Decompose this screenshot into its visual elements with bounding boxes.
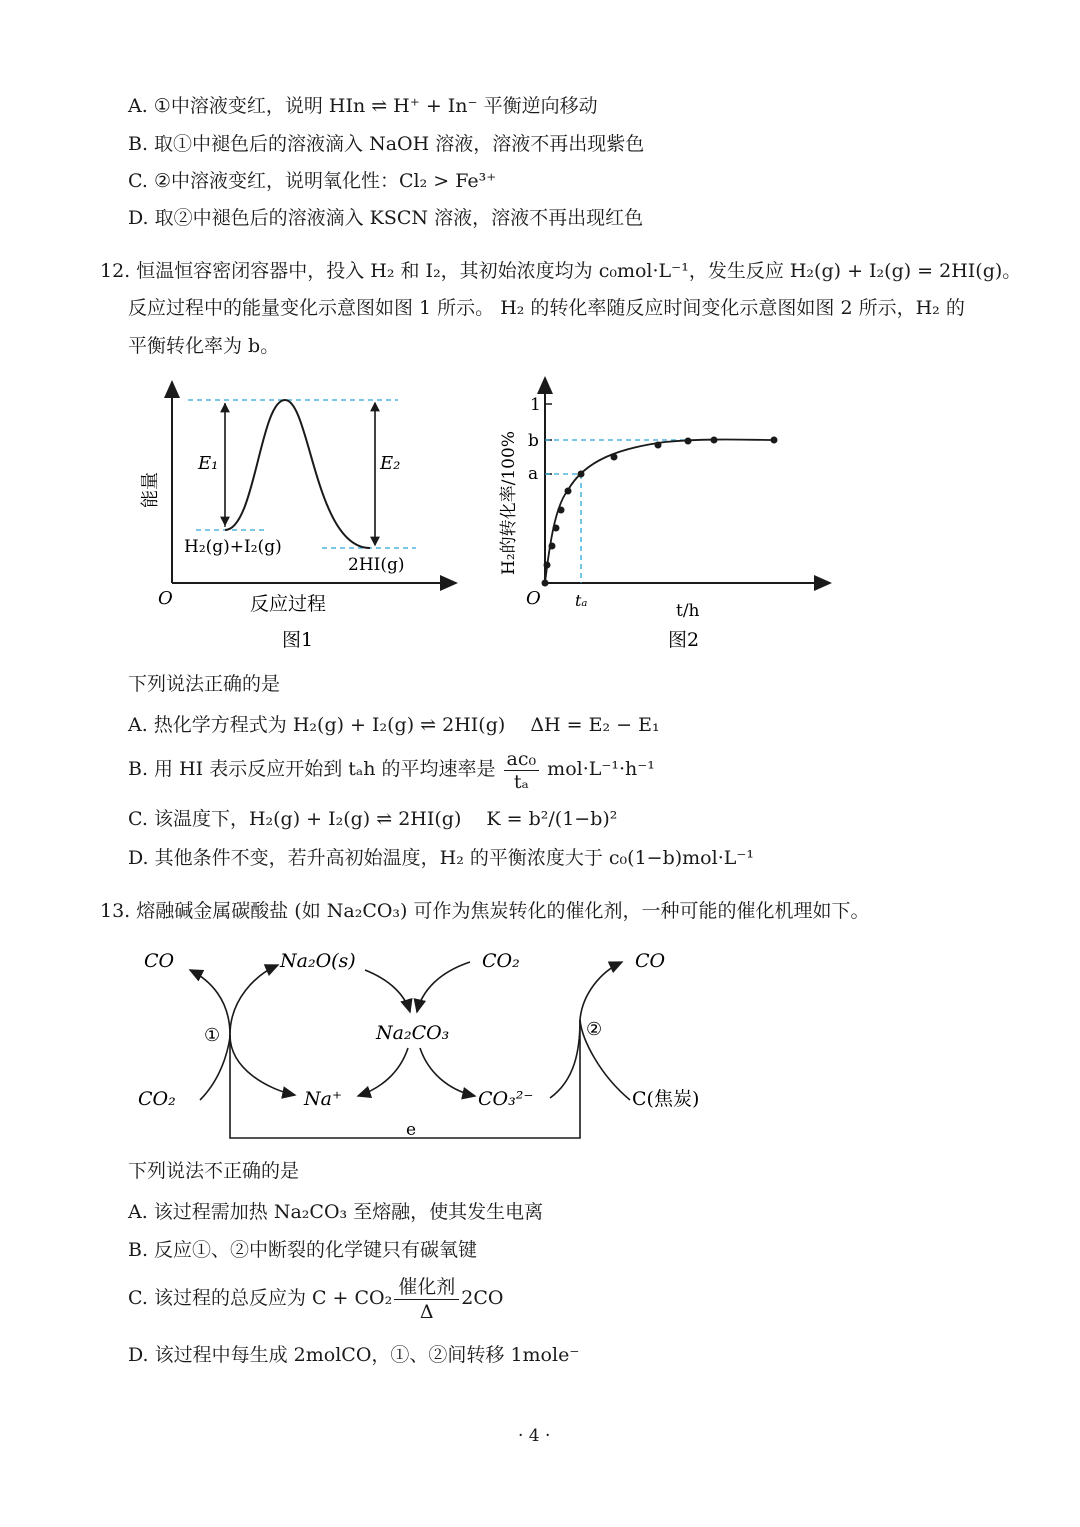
label-co2-top: CO₂ xyxy=(482,950,520,972)
fig2-curve xyxy=(545,440,774,584)
fig2-point xyxy=(711,437,718,444)
q13-option-c-condition xyxy=(394,1275,459,1324)
fig2-point xyxy=(565,488,572,495)
label-na2co3: Na₂CO₃ xyxy=(376,1022,450,1044)
label-step1: ① xyxy=(204,1025,221,1046)
q13-option-c-heat: Δ xyxy=(419,1300,434,1323)
q11-option-d: D. 取②中褪色后的溶液滴入 KSCN 溶液，溶液不再出现红色 xyxy=(128,207,644,229)
fig2-tick-a: a xyxy=(528,464,539,484)
q12-stem-line2: 反应过程中的能量变化示意图如图 1 所示。 H₂ 的转化率随反应时间变化示意图如图 2 所示，H₂ 的 xyxy=(128,297,965,319)
label-co-right: CO xyxy=(635,950,666,972)
fig2-y-label: H₂的转化率/100% xyxy=(499,431,519,575)
fig2-point xyxy=(553,525,560,532)
fig2-data-points xyxy=(542,437,778,587)
q13-option-c-catalyst: 催化剂 xyxy=(394,1275,459,1300)
q12-stem-line1: 12. 恒温恒容密闭容器中，投入 H₂ 和 I₂，其初始浓度均为 c₀mol·L⁻¹，发生反应 H₂(g) + I₂(g) = 2HI(g)。 xyxy=(100,260,1022,282)
arrow-na2co3-to-co3 xyxy=(420,1048,475,1096)
label-co3: CO₃²⁻ xyxy=(478,1088,534,1110)
q12-option-a: A. 热化学方程式为 H₂(g) + I₂(g) ⇌ 2HI(g) ΔH = E₂ − E₁ xyxy=(128,714,660,736)
q11-option-a: A. ①中溶液变红，说明 HIn ⇌ H⁺ + In⁻ 平衡逆向移动 xyxy=(128,95,598,117)
label-carbon: C(焦炭) xyxy=(632,1088,700,1110)
figure-1-energy-diagram xyxy=(130,370,470,660)
label-na-plus: Na⁺ xyxy=(304,1088,342,1110)
fig2-x-label: t/h xyxy=(676,601,700,621)
q13-option-b: B. 反应①、②中断裂的化学键只有碳氧键 xyxy=(128,1239,478,1261)
fig1-e2-label: E₂ xyxy=(380,453,401,474)
fig2-tick-1: 1 xyxy=(530,395,541,415)
fig1-caption: 图1 xyxy=(282,629,314,651)
fig2-point xyxy=(771,437,778,444)
q12-option-c: C. 该温度下，H₂(g) + I₂(g) ⇌ 2HI(g) K = b²/(1−b)² xyxy=(128,808,618,830)
q12-option-b-fraction xyxy=(504,748,540,793)
q13-option-c-product: 2CO xyxy=(461,1287,504,1309)
fig2-point xyxy=(685,438,692,445)
label-co2-left: CO₂ xyxy=(138,1088,176,1110)
fig2-point xyxy=(549,543,556,550)
label-na2o: Na₂O(s) xyxy=(280,950,356,972)
fig2-point xyxy=(542,580,549,587)
step1-arrow-na2o xyxy=(230,965,278,1035)
q12-prompt: 下列说法正确的是 xyxy=(128,673,281,695)
arrow-na2o-to-na2co3 xyxy=(365,970,410,1012)
fig2-caption: 图2 xyxy=(668,629,700,651)
fig2-point xyxy=(558,507,565,514)
label-step2: ② xyxy=(586,1019,603,1040)
q13-option-c xyxy=(128,1272,503,1324)
q13-stem: 13. 熔融碱金属碳酸盐 (如 Na₂CO₃) 可作为焦炭转化的催化剂，一种可能的催化机理如下。 xyxy=(100,900,870,922)
q13-option-a: A. 该过程需加热 Na₂CO₃ 至熔融，使其发生电离 xyxy=(128,1201,544,1223)
figure-2-conversion-chart xyxy=(490,370,840,660)
fig1-energy-curve xyxy=(225,400,370,548)
arrow-na2co3-to-na xyxy=(358,1048,408,1096)
fig2-point xyxy=(578,471,585,478)
fig2-point xyxy=(655,442,662,449)
fig2-point xyxy=(544,562,551,569)
q11-option-c: C. ②中溶液变红，说明氧化性：Cl₂ > Fe³⁺ xyxy=(128,170,497,192)
label-co-left: CO xyxy=(144,950,175,972)
q13-mechanism-diagram xyxy=(130,940,730,1145)
fig2-tick-ta: tₐ xyxy=(575,591,588,610)
fig1-products-label: 2HI(g) xyxy=(348,555,405,575)
fig1-y-label: 能量 xyxy=(140,472,161,508)
fig1-e1-label: E₁ xyxy=(198,453,219,474)
q12-option-b-denominator: tₐ xyxy=(513,770,529,793)
q11-option-b: B. 取①中褪色后的溶液滴入 NaOH 溶液，溶液不再出现紫色 xyxy=(128,133,645,155)
q12-option-b-text: B. 用 HI 表示反应开始到 tₐh 的平均速率是 xyxy=(128,758,496,780)
q12-option-b xyxy=(128,745,655,793)
q12-option-d: D. 其他条件不变，若升高初始温度，H₂ 的平衡浓度大于 c₀(1−b)mol·L⁻¹ xyxy=(128,847,754,869)
fig1-x-label: 反应过程 xyxy=(250,593,327,615)
fig2-point xyxy=(611,454,618,461)
step1-arrow-na xyxy=(230,1035,295,1095)
q13-option-c-text: C. 该过程的总反应为 C + CO₂ xyxy=(128,1287,393,1309)
q12-stem-line3: 平衡转化率为 b。 xyxy=(128,335,280,357)
q12-option-b-unit: mol·L⁻¹·h⁻¹ xyxy=(547,758,655,780)
fig1-reactants-label: H₂(g)+I₂(g) xyxy=(184,537,282,557)
fig2-origin: O xyxy=(526,588,541,609)
fig2-tick-b: b xyxy=(528,431,539,451)
q13-prompt: 下列说法不正确的是 xyxy=(128,1160,300,1182)
fig1-origin: O xyxy=(158,588,173,609)
page-number: · 4 · xyxy=(518,1426,551,1446)
q13-option-d: D. 该过程中每生成 2molCO，①、②间转移 1mole⁻ xyxy=(128,1344,580,1366)
label-electron: e xyxy=(406,1120,417,1140)
arrow-co2-to-na2co3 xyxy=(417,962,470,1012)
q12-option-b-numerator: ac₀ xyxy=(504,748,540,771)
